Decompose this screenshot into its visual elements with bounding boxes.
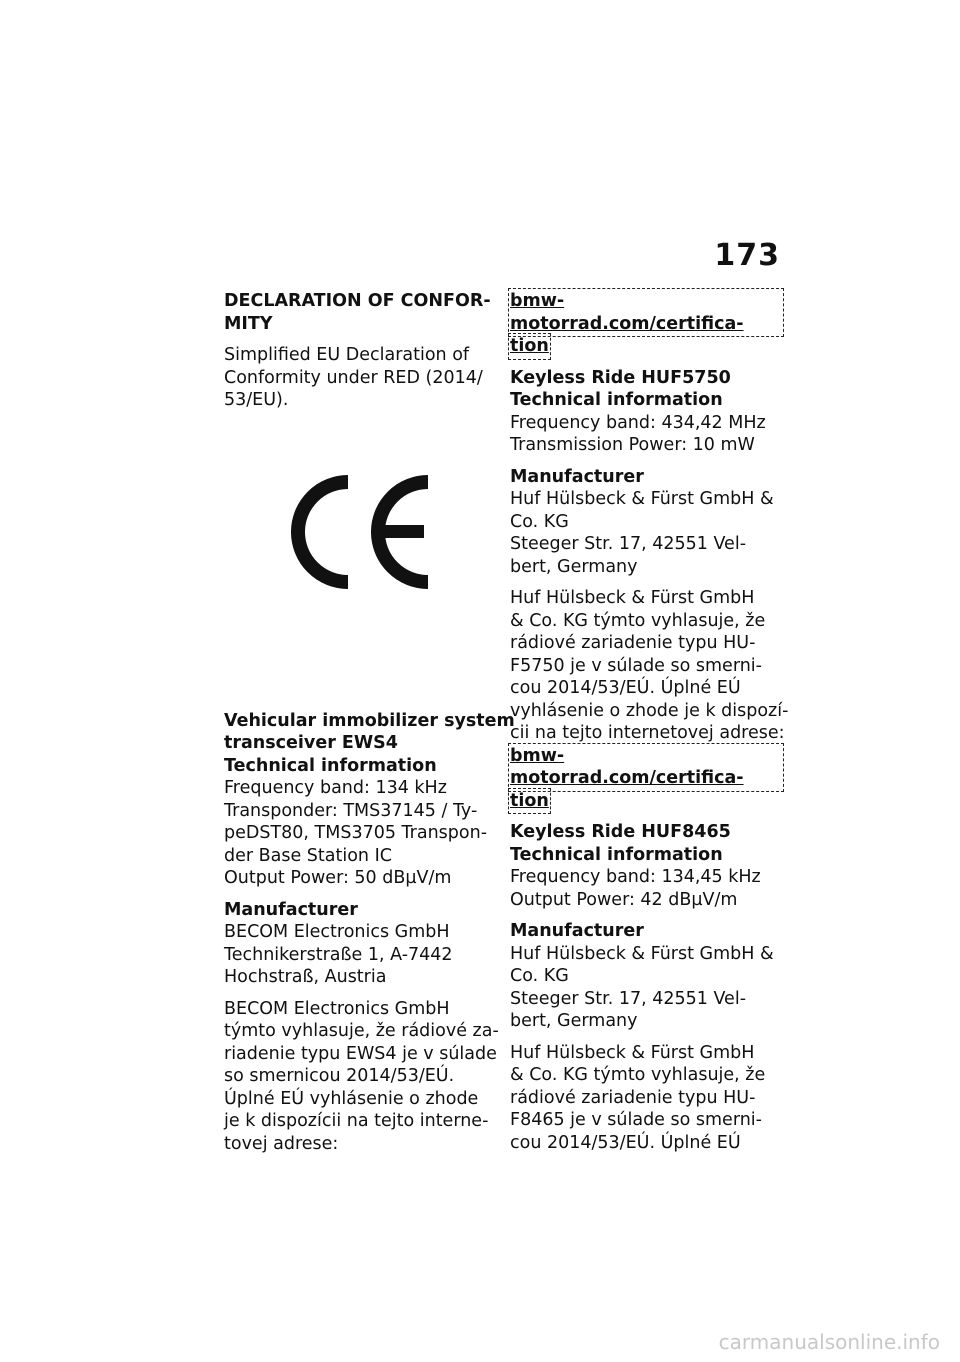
spec-line: Transmission Power: 10 mW <box>510 435 755 455</box>
ce-mark <box>224 470 490 670</box>
spec-line: Frequency band: 134,45 kHz <box>510 867 761 887</box>
spec-line: Output Power: 50 dBµV/m <box>224 868 452 888</box>
huf5750-manufacturer <box>510 466 782 579</box>
text-line: & Co. KG týmto vyhlasuje, že <box>510 610 766 631</box>
page-number: 173 <box>714 238 780 273</box>
watermark: carmanualsonline.info <box>718 1330 940 1354</box>
spec-line: der Base Station IC <box>224 845 392 866</box>
huf5750-statement <box>510 587 789 812</box>
huf5750-heading <box>510 367 782 457</box>
text-line: bert, Germany <box>510 1011 638 1031</box>
huf8465-heading <box>510 821 782 911</box>
manufacturer-heading: Manufacturer <box>510 921 644 941</box>
text-line: tovej adrese: <box>224 1133 339 1154</box>
text-line: rádiové zariadenie typu HU- <box>510 633 756 653</box>
text-line: 53/EU). <box>224 390 289 410</box>
text-line: Technikerstraße 1, A-7442 <box>224 944 453 965</box>
text-line: Huf Hülsbeck & Fürst GmbH & <box>510 489 774 509</box>
text-line: & Co. KG týmto vyhlasuje, že <box>510 1065 766 1085</box>
technical-info-heading: Technical information <box>510 390 723 410</box>
huf8465-statement <box>510 1042 782 1155</box>
text-line: Conformity under RED (2014/ <box>224 367 483 388</box>
spec-line: Frequency band: 134 kHz <box>224 778 447 798</box>
heading-line: DECLARATION OF CONFOR- <box>224 291 491 311</box>
technical-info-heading: Technical information <box>510 844 723 865</box>
text-line: F8465 je v súlade so smerni- <box>510 1110 762 1130</box>
spec-line: Frequency band: 434,42 MHz <box>510 412 766 433</box>
certification-link-top <box>510 290 782 358</box>
declaration-body <box>224 344 490 412</box>
left-column <box>224 290 515 1164</box>
spec-line: peDST80, TMS3705 Transpon- <box>224 823 488 843</box>
text-line: vyhlásenie o zhode je k dispozí- <box>510 700 789 721</box>
text-line: rádiové zariadenie typu HU- <box>510 1087 756 1108</box>
certification-link[interactable]: tion <box>510 790 549 811</box>
text-line: Huf Hülsbeck & Fürst GmbH <box>510 588 755 608</box>
text-line: Co. KG <box>510 511 569 532</box>
certification-link[interactable]: tion <box>510 336 549 356</box>
text-line: BECOM Electronics GmbH <box>224 998 450 1019</box>
text-line: bert, Germany <box>510 556 638 577</box>
text-line: Huf Hülsbeck & Fürst GmbH & <box>510 943 774 964</box>
text-line: Hochstraß, Austria <box>224 967 387 987</box>
declaration-heading <box>224 290 490 335</box>
text-line: Simplified EU Declaration of <box>224 345 470 365</box>
text-line: Steeger Str. 17, 42551 Vel- <box>510 988 747 1009</box>
spec-line: Transponder: TMS37145 / Ty- <box>224 800 478 821</box>
manufacturer-heading: Manufacturer <box>224 899 358 920</box>
text-line: BECOM Electronics GmbH <box>224 922 450 942</box>
text-line: Co. KG <box>510 966 569 986</box>
heading-line: transceiver EWS4 <box>224 733 398 753</box>
huf8465-manufacturer <box>510 920 782 1033</box>
text-line: so smernicou 2014/53/EÚ. <box>224 1066 455 1086</box>
ews4-statement <box>224 998 499 1156</box>
text-line: Úplné EÚ vyhlásenie o zhode <box>224 1088 479 1109</box>
text-line: cii na tejto internetovej adrese: <box>510 723 785 743</box>
ews4-heading <box>224 710 515 890</box>
text-line: je k dispozícii na tejto interne- <box>224 1111 489 1131</box>
text-line: riadenie typu EWS4 je v súlade <box>224 1043 497 1064</box>
heading-line: MITY <box>224 313 273 334</box>
text-line: Steeger Str. 17, 42551 Vel- <box>510 534 747 554</box>
heading-line: Keyless Ride HUF5750 <box>510 367 731 388</box>
text-line: F5750 je v súlade so smerni- <box>510 655 762 676</box>
text-line: cou 2014/53/EÚ. Úplné EÚ <box>510 678 741 698</box>
text-line: týmto vyhlasuje, že rádiové za- <box>224 1021 499 1041</box>
technical-info-heading: Technical information <box>224 755 437 776</box>
certification-link[interactable]: bmw-motorrad.com/certifica- <box>510 745 782 790</box>
heading-line: Vehicular immobilizer system <box>224 710 515 731</box>
right-column <box>510 290 789 1163</box>
spec-line: Output Power: 42 dBµV/m <box>510 889 738 910</box>
text-line: cou 2014/53/EÚ. Úplné EÚ <box>510 1132 741 1153</box>
ews4-manufacturer <box>224 899 490 989</box>
certification-link[interactable]: bmw-motorrad.com/certifica- <box>510 290 782 335</box>
heading-line: Keyless Ride HUF8465 <box>510 822 731 842</box>
ce-mark-icon <box>278 474 438 590</box>
text-line: Huf Hülsbeck & Fürst GmbH <box>510 1042 755 1063</box>
manufacturer-heading: Manufacturer <box>510 466 644 487</box>
